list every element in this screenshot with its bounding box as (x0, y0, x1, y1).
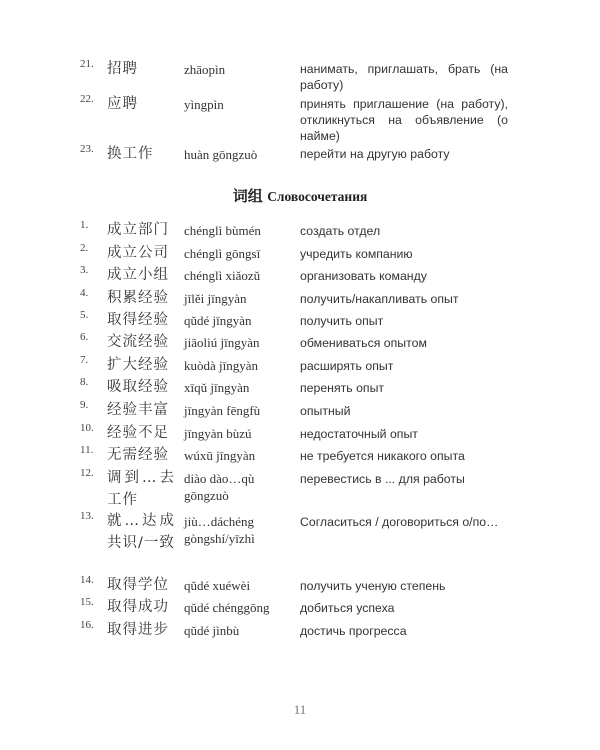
entry-hanzi: 交流经验 (107, 334, 169, 350)
entry-number: 23. (80, 143, 94, 155)
entry-translation: перейти на другую работу (300, 147, 450, 161)
entry-number: 21. (80, 58, 94, 70)
entry-translation: расширять опыт (300, 359, 394, 373)
entry-translation: организовать команду (300, 269, 427, 283)
entry-hanzi: 无需经验 (107, 447, 169, 463)
entry-translation: опытный (300, 404, 351, 418)
entry-number: 5. (80, 309, 89, 321)
entry-pinyin: yìngpìn (184, 97, 224, 112)
entry-pinyin: qǔdé xuéwèi (184, 578, 251, 593)
entry-hanzi: 调到…去工作 (107, 470, 175, 508)
entry-number: 12. (80, 467, 94, 479)
entry-hanzi: 取得进步 (107, 622, 169, 638)
section-heading (0, 185, 600, 206)
section-heading-russian: Словосочетания (267, 189, 368, 204)
entry-hanzi: 取得成功 (107, 599, 169, 615)
entry-number: 22. (80, 93, 94, 105)
entry-hanzi: 取得学位 (107, 577, 169, 593)
entry-pinyin: qǔdé jìnbù (184, 623, 240, 638)
entry-translation: принять приглашение (на работу), откликнуться на объявление (о найме) (300, 97, 508, 143)
entry-pinyin: zhāopìn (184, 62, 226, 77)
entry-pinyin: jīngyàn fēngfù (184, 403, 261, 418)
entry-hanzi: 成立公司 (107, 245, 169, 261)
page-number: 11 (293, 702, 307, 717)
entry-pinyin: diào dào…qù gōngzuò (184, 471, 255, 503)
entry-translation: не требуется никакого опыта (300, 449, 465, 463)
entry-pinyin: jīngyàn bùzú (184, 426, 252, 441)
entry-translation: получить опыт (300, 314, 384, 328)
entry-number: 13. (80, 510, 94, 522)
entry-pinyin: chénglì gōngsī (184, 246, 261, 261)
entry-number: 16. (80, 619, 94, 631)
section-heading-chinese: 词组 (232, 187, 263, 205)
entry-hanzi: 吸取经验 (107, 379, 169, 395)
entry-pinyin: wúxū jīngyàn (184, 448, 256, 463)
entry-pinyin: huàn gōngzuò (184, 147, 258, 162)
entry-hanzi: 招聘 (107, 61, 138, 77)
entry-number: 8. (80, 376, 89, 388)
entry-hanzi: 就…达成共识/一致 (107, 513, 175, 551)
entry-number: 7. (80, 354, 89, 366)
entry-hanzi: 应聘 (107, 96, 138, 112)
entry-pinyin: kuòdà jīngyàn (184, 358, 259, 373)
entry-hanzi: 换工作 (107, 146, 154, 162)
entry-pinyin: xīqǔ jīngyàn (184, 380, 250, 395)
entry-translation: добиться успеха (300, 601, 395, 615)
entry-hanzi: 成立部门 (107, 222, 169, 238)
entry-pinyin: chénglì xiǎozǔ (184, 268, 261, 283)
entry-translation: обмениваться опытом (300, 336, 427, 350)
entry-translation: перевестись в ... для работы (300, 472, 465, 486)
entry-hanzi: 积累经验 (107, 290, 169, 306)
entry-number: 9. (80, 399, 89, 411)
entry-pinyin: jiù…dáchéng gòngshí/yīzhì (184, 514, 255, 546)
entry-hanzi: 经验不足 (107, 425, 169, 441)
entry-pinyin: jiāoliú jīngyàn (184, 335, 260, 350)
entry-hanzi: 扩大经验 (107, 357, 169, 373)
entry-translation: получить/накапливать опыт (300, 292, 459, 306)
entry-translation: создать отдел (300, 224, 381, 238)
entry-pinyin: jīlěi jīngyàn (184, 291, 247, 306)
entry-translation: нанимать, приглашать, брать (на работу) (300, 62, 508, 92)
entry-number: 10. (80, 422, 94, 434)
entry-translation: Согласиться / договориться о/по… (300, 515, 499, 529)
entry-hanzi: 成立小组 (107, 267, 169, 283)
entry-number: 6. (80, 331, 89, 343)
entry-translation: достичь прогресса (300, 624, 407, 638)
entry-translation: недостаточный опыт (300, 427, 418, 441)
entry-pinyin: qǔdé jīngyàn (184, 313, 252, 328)
entry-hanzi: 经验丰富 (107, 402, 169, 418)
entry-number: 11. (80, 444, 94, 456)
entry-number: 4. (80, 287, 89, 299)
entry-pinyin: chénglì bùmén (184, 223, 261, 238)
entry-pinyin: qǔdé chénggōng (184, 600, 270, 615)
entry-number: 3. (80, 264, 89, 276)
entry-number: 14. (80, 574, 94, 586)
entry-hanzi: 取得经验 (107, 312, 169, 328)
entry-translation: получить ученую степень (300, 579, 446, 593)
entry-translation: перенять опыт (300, 381, 385, 395)
entry-number: 15. (80, 596, 94, 608)
entry-translation: учредить компанию (300, 247, 413, 261)
entry-number: 2. (80, 242, 89, 254)
entry-number: 1. (80, 219, 89, 231)
